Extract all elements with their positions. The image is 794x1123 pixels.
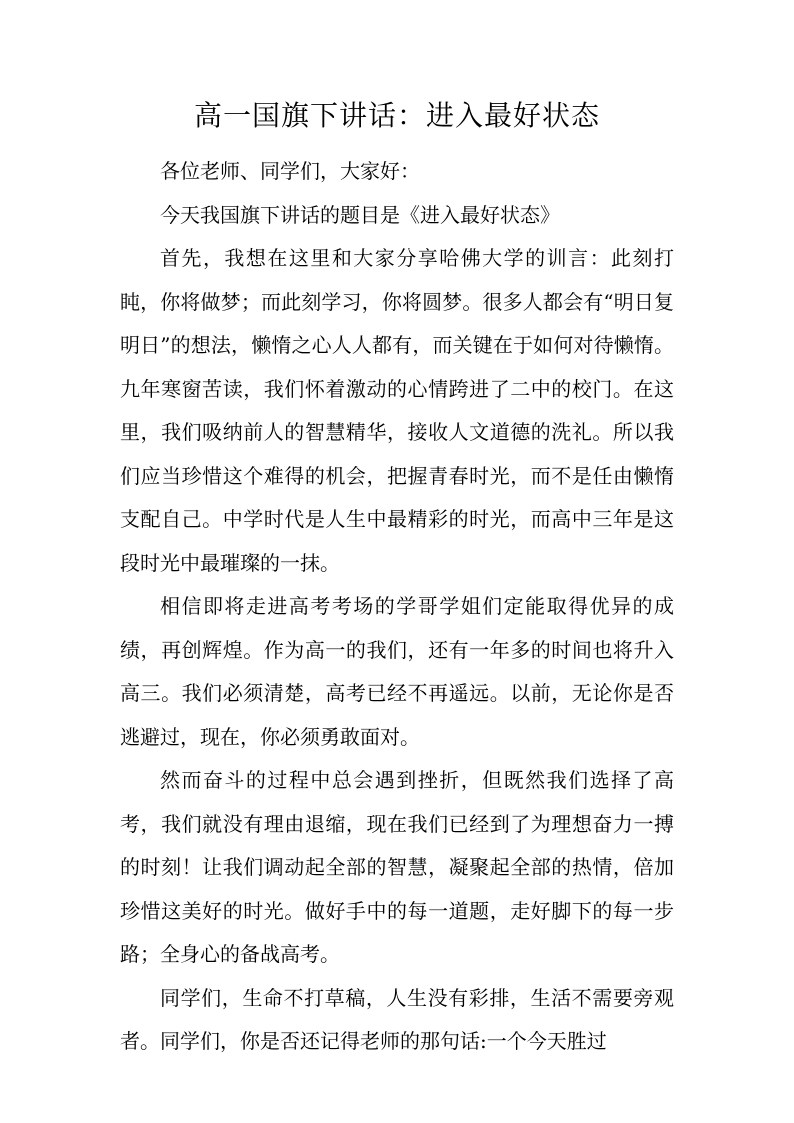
paragraph-harvard-motto: 首先，我想在这里和大家分享哈佛大学的训言：此刻打盹，你将做梦；而此刻学习，你将圆梦。很多人都会有“明日复明日”的想法，懒惰之心人人都有，而关键在于如何对待懒惰。九年寒窗苦读，我们怀着激动的心情跨进了二中的校门。在这里，我们吸纳前人的智慧精华，接收人文道德的洗礼。所以我们应当珍惜这个难得的机会，把握青春时光，而不是任由懒惰支配自己。中学时代是人生中最精彩的时光，而高中三年是这段时光中最璀璨的一抹。: [120, 246, 674, 575]
paragraph-topic: 今天我国旗下讲话的题目是《进入最好状态》: [160, 202, 560, 227]
paragraph-senior-students: 相信即将走进高考考场的学哥学姐们定能取得优异的成绩，再创辉煌。作为高一的我们，还有一年多的时间也将升入高三。我们必须清楚，高考已经不再遥远。以前，无论你是否逃避过，现在，你必须勇敢面对。: [120, 594, 674, 749]
document-title: 高一国旗下讲话：进入最好状态: [193, 99, 600, 132]
paragraph-struggle: 然而奋斗的过程中总会遇到挫折，但既然我们选择了高考，我们就没有理由退缩，现在我们已经到了为理想奋力一搏的时刻！让我们调动起全部的智慧，凝聚起全部的热情，倍加珍惜这美好的时光。做好手中的每一道题，走好脚下的每一步路；全身心的备战高考。: [120, 768, 674, 966]
paragraph-greeting: 各位老师、同学们，大家好：: [160, 159, 420, 183]
paragraph-life: 同学们，生命不打草稿，人生没有彩排，生活不需要旁观者。同学们，你是否还记得老师的那句话:一个今天胜过: [120, 985, 674, 1053]
